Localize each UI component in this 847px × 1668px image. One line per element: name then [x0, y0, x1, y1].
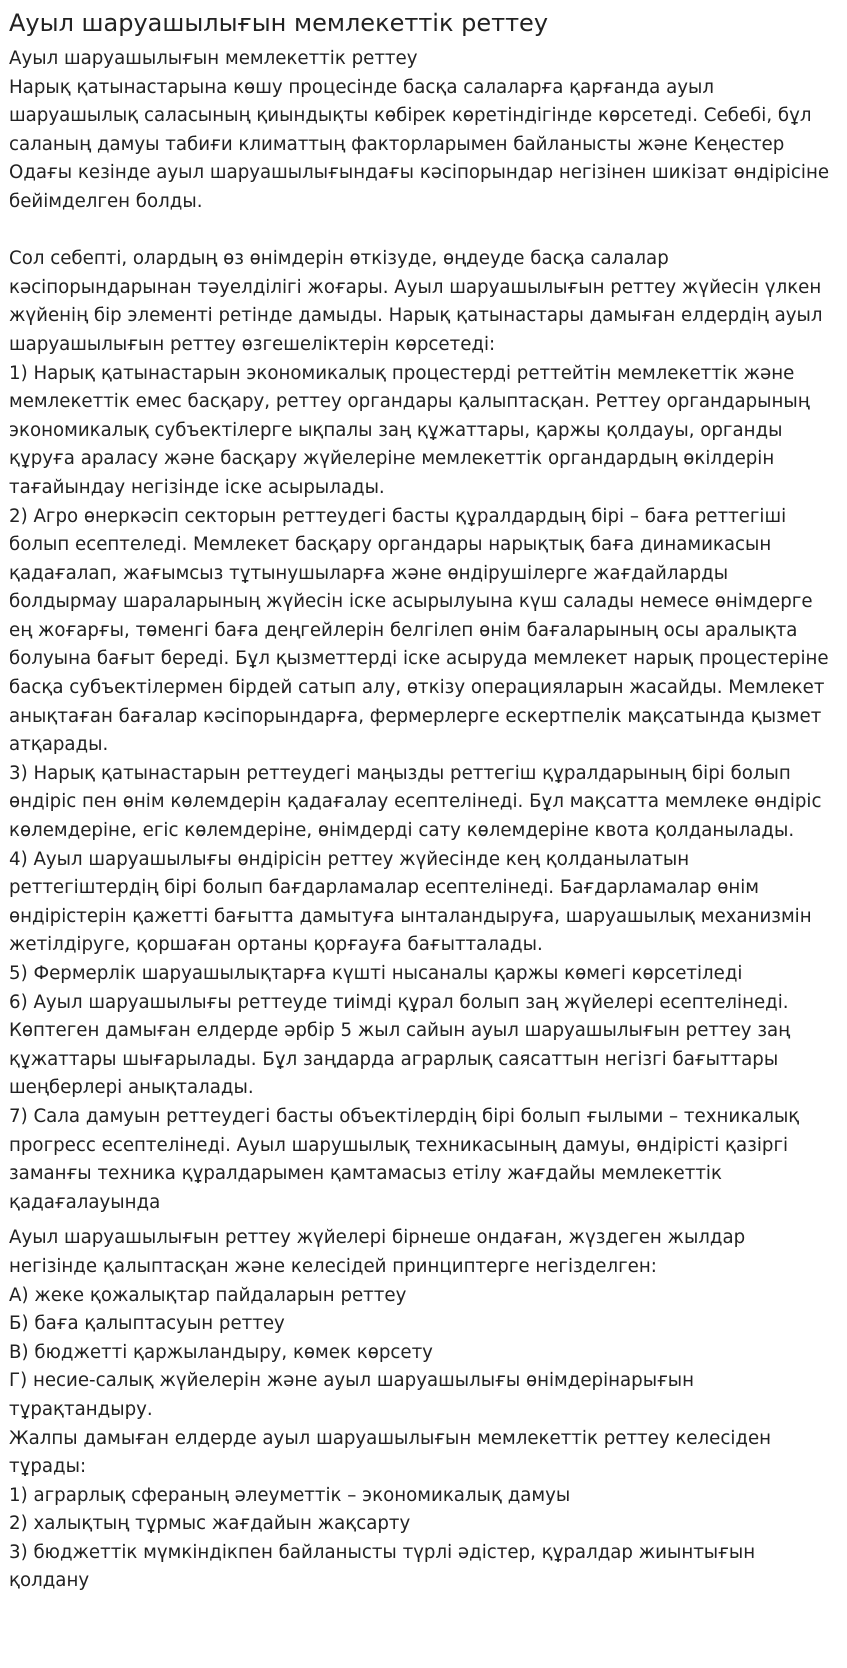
page-title: Ауыл шаруашылығын мемлекеттік реттеу — [9, 9, 549, 37]
body-paragraph-main: Ауыл шаруашылығын мемлекеттік реттеу Нарық қатынастарына көшу процесінде басқа салаларға қарғанда ауыл шаруашылық саласының қиындықты көбірек көретіндігінде көрсетеді. Себебі, бұл саланың дамуы табиғи климаттың факторларымен байланысты және Кеңестер Одағы кезінде ауыл шаруашылығындағы кәсіпорындар негізінен шикізат өндірісіне бейімделген болды. Сол себепті, олардың өз өнімдерін өткізуде, өңдеуде басқа салалар кәсіпорындарынан тәуелділігі жоғары. Ауыл шаруашылығын реттеу жүйесін үлкен жүйенің бір элементі ретінде дамыды. Нарық қатынастары дамыған елдердің ауыл шаруашылығын реттеу өзгешеліктерін көрсетеді: 1) Нарық қатынастарын экономикалық процестерді реттейтін мемлекеттік және мемлекеттік емес басқару, реттеу органдары қалыптасқан. Реттеу органдарының экономикалық субъектілерге ықпалы заң құжаттары, қаржы қолдауы, органды құруға араласу және басқару жүйелеріне мемлекеттік органдардың өкілдерін тағайындау негізінде іске асырылады. 2) Агро өнеркәсіп секторын реттеудегі басты құралдардың бірі – баға реттегіші болып есептеледі. Мемлекет басқару органдары нарықтық баға динамикасын қадағалап, жағымсыз тұтынушыларға және өндірушілерге жағдайларды болдырмау шараларының жүйесін іске асырылуына күш салады немесе өнімдерге ең жоғарғы, төменгі баға деңгейлерін белгілеп өнім бағаларының осы аралықта болуына бағыт береді. Бұл қызметтерді іске асыруда мемлекет нарық процестеріне басқа субъектілермен бірдей сатып алу, өткізу операцияларын жасайды. Мемлекет анықтаған бағалар кәсіпорындарға, фермерлерге ескертпелік мақсатында қызмет атқарады. 3) Нарық қатынастарын реттеудегі маңызды реттегіш құралдарының бірі болып өндіріс пен өнім көлемдерін қадағалау есептелінеді. Бұл мақсатта мемлеке өндіріс көлемдеріне, егіс көлемдеріне, өнімдерді сату көлемдеріне квота қолданылады. 4) Ауыл шаруашылығы өндірісін реттеу жүйесінде кең қолданылатын реттегіштердің бірі болып бағдарламалар есептелінеді. Бағдарламалар өнім өндірістерін қажетті бағытта дамытуға ынталандыруға, шаруашылық механизмін жетілдіруге, қоршаған ортаны қорғауға бағытталады. 5) Фермерлік шаруашылықтарға күшті нысаналы қаржы көмегі көрсетіледі 6) Ауыл шаруашылығы реттеуде тиімді құрал болып заң жүйелері есептелінеді. Көптеген дамыған елдерде әрбір 5 жыл сайын ауыл шаруашылығын реттеу заң құжаттары шығарылады. Бұл заңдарда аграрлық саясаттын негізгі бағыттары шеңберлері анықталады. 7) Сала дамуын реттеудегі басты объектілердің бірі болып ғылыми – техникалық прогресс есептелінеді. Ауыл шарушылық техникасының дамуы, өндірісті қазіргі заманғы техника құралдарымен қамтамасыз етілу жағдайы мемлекеттік қадағалауында — [9, 48, 830, 1213]
body-paragraph-principles: Ауыл шаруашылығын реттеу жүйелері бірнеше ондаған, жүздеген жылдар негізінде қалыптасқан және келесідей принциптерге негізделген: А) жеке қожалықтар пайдаларын реттеу Б) баға қалыптасуын реттеу В) бюджетті қаржыландыру, көмек көрсету Г) несие-салық жүйелерін және ауыл шаруашылығы өнімдерінарығын тұрақтандыру. Жалпы дамыған елдерде ауыл шаруашылығын мемлекеттік реттеу келесіден тұрады: 1) аграрлық сфераның әлеуметтік – экономикалық дамуы 2) халықтың тұрмыс жағдайын жақсарту 3) бюджеттік мүмкіндікпен байланысты түрлі әдістер, құралдар жиынтығын қолдану — [9, 1227, 772, 1592]
paragraph-gap — [9, 1217, 838, 1224]
